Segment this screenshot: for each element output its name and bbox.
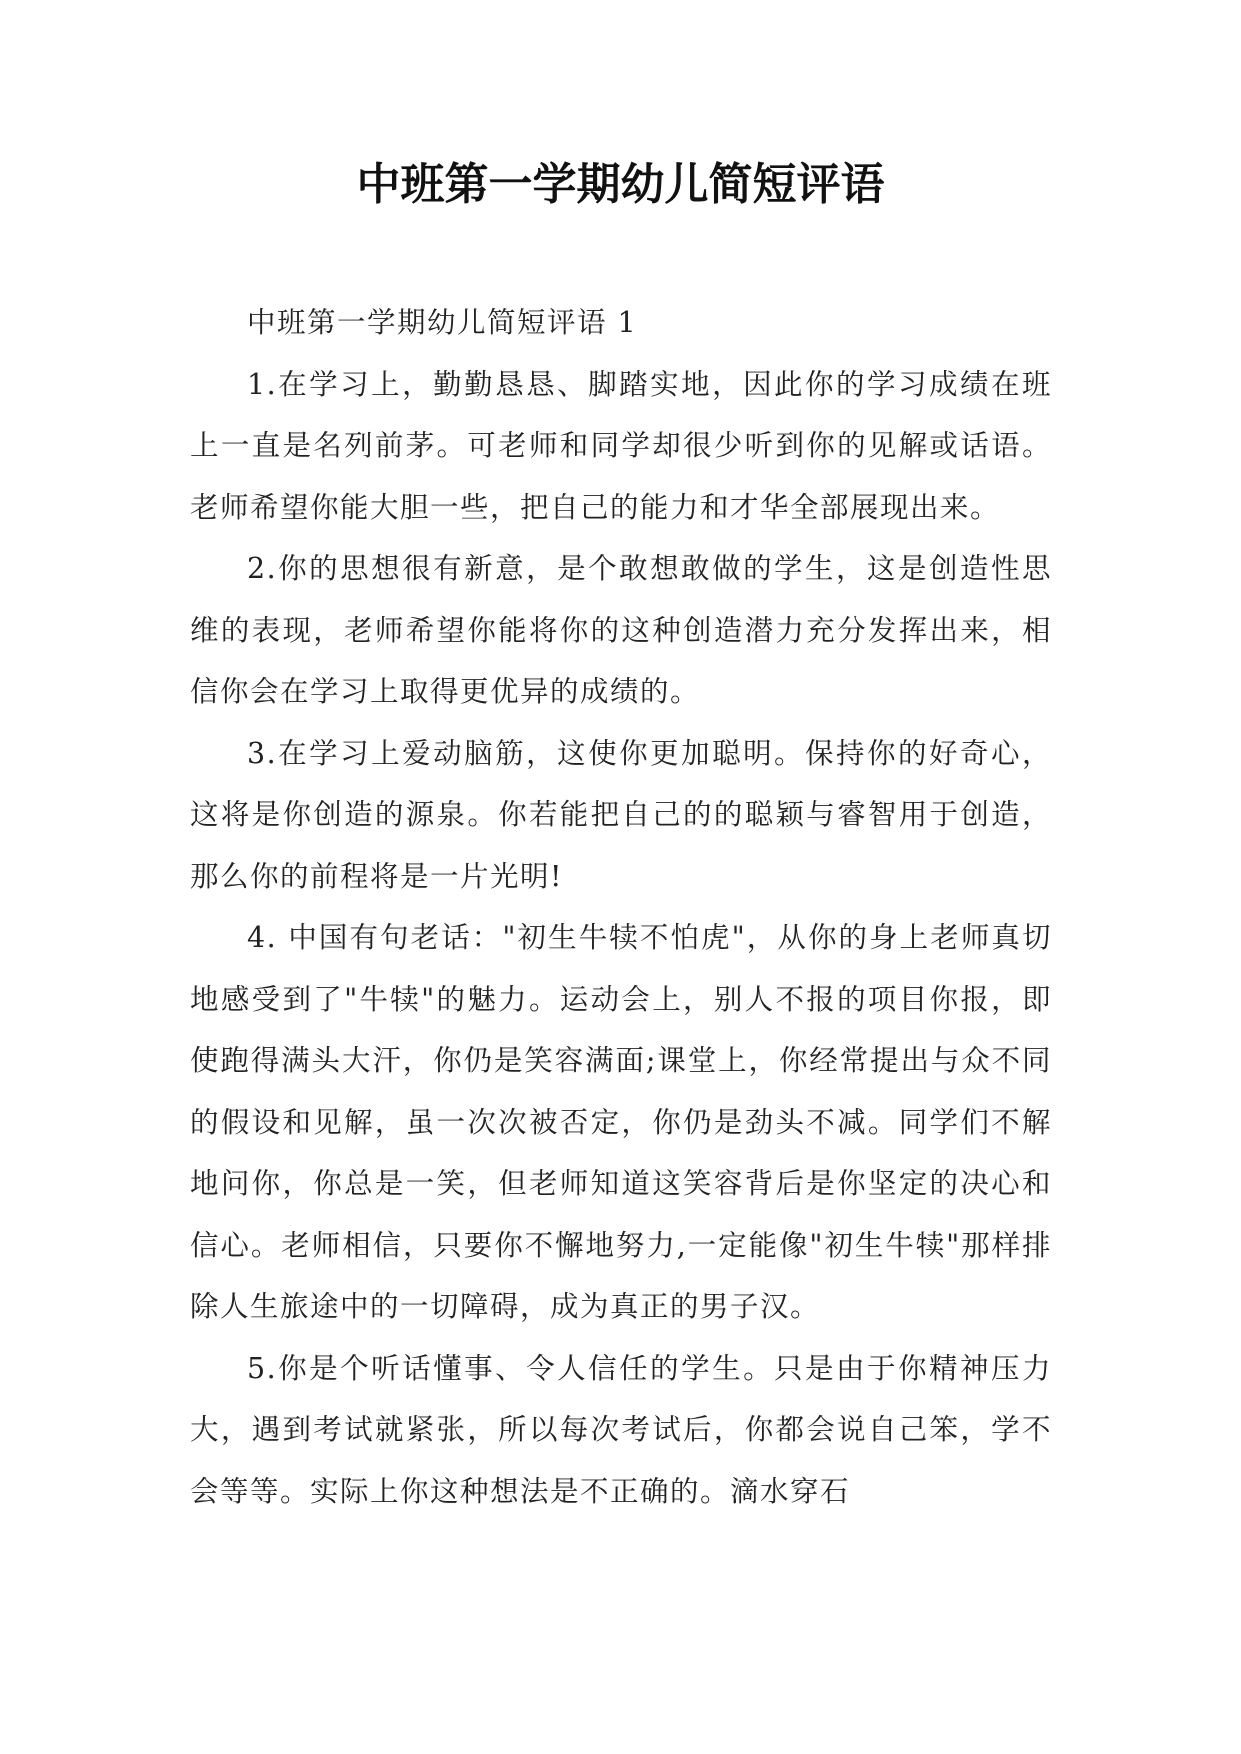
document-body [190,292,1052,1522]
comment-paragraph-4: 4. 中国有句老话："初生牛犊不怕虎"，从你的身上老师真切地感受到了"牛犊"的魅力。运动会上，别人不报的项目你报，即使跑得满头大汗，你仍是笑容满面;课堂上，你经常提出与众不同的假设和见解，虽一次次被否定，你仍是劲头不减。同学们不解地问你，你总是一笑，但老师知道这笑容背后是你坚定的决心和信心。老师相信，只要你不懈地努力,一定能像"初生牛犊"那样排除人生旅途中的一切障碍，成为真正的男子汉。 [190,921,1052,1323]
comment-paragraph-3: 3.在学习上爱动脑筋，这使你更加聪明。保持你的好奇心，这将是你创造的源泉。你若能把自己的的聪颖与睿智用于创造，那么你的前程将是一片光明! [190,736,1052,893]
section-heading: 中班第一学期幼儿简短评语 1 [247,306,638,339]
comment-paragraph-1: 1.在学习上，勤勤恳恳、脚踏实地，因此你的学习成绩在班上一直是名列前茅。可老师和同学却很少听到你的见解或话语。老师希望你能大胆一些，把自己的能力和才华全部展现出来。 [190,367,1052,524]
document-title: 中班第一学期幼儿简短评语 [356,159,885,210]
comment-paragraph-5: 5.你是个听话懂事、令人信任的学生。只是由于你精神压力大，遇到考试就紧张，所以每次考试后，你都会说自己笨，学不会等等。实际上你这种想法是不正确的。滴水穿石 [190,1351,1052,1508]
comment-paragraph-2: 2.你的思想很有新意，是个敢想敢做的学生，这是创造性思维的表现，老师希望你能将你的这种创造潜力充分发挥出来，相信你会在学习上取得更优异的成绩的。 [190,552,1052,708]
